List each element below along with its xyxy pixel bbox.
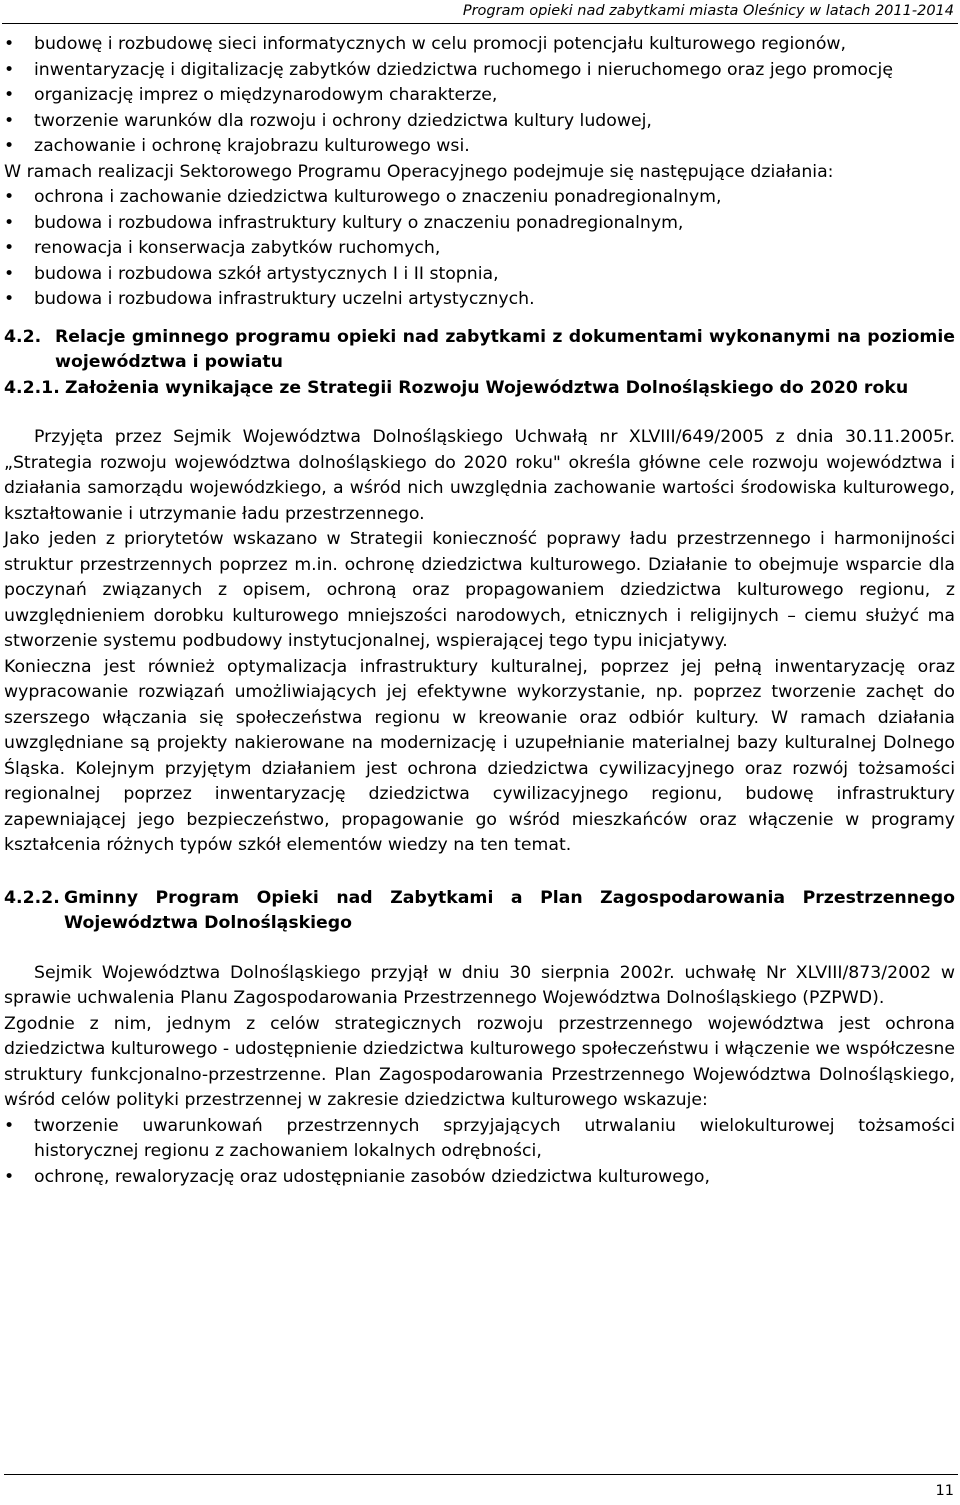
list-item: • budowa i rozbudowa infrastruktury uczelni artystycznych. bbox=[4, 287, 955, 313]
list-item: • ochronę, rewaloryzację oraz udostępnianie zasobów dziedzictwa kulturowego, bbox=[4, 1165, 955, 1191]
heading-text: Założenia wynikające ze Strategii Rozwoju Województwa Dolnośląskiego do 2020 roku bbox=[65, 377, 909, 398]
document-body bbox=[4, 32, 955, 1190]
footer-rule bbox=[4, 1474, 958, 1475]
heading-number: 4.2.2. bbox=[4, 887, 60, 908]
paragraph: Konieczna jest również optymalizacja infrastruktury kulturalnej, poprzez jej pełną inwentaryzację oraz wypracowanie rozwiązań umożliwiających jej efektywne wykorzystanie, np. poprzez tworzenie zachęt do szerszego włączania się społeczeństwa regionu w kreowanie oraz odbiór kultury. W ramach działania uwzględniane są projekty nakierowane na modernizację i uzupełnianie materialnej bazy kulturalnej Dolnego Śląska. Kolejnym przyjętym działaniem jest ochrona dziedzictwa cywilizacyjnego oraz rozwój tożsamości regionalnej poprzez inwentaryzację dziedzictwa cywilizacyjnego regionu, budowę infrastruktury zapewniającej jego bezpieczeństwo, propagowanie go wśród mieszkańców oraz włączenie w programy kształcenia różnych typów szkół elementów wiedzy na ten temat. bbox=[4, 656, 955, 855]
list-item: • inwentaryzację i digitalizację zabytków dziedzictwa ruchomego i nieruchomego oraz jego promocję bbox=[4, 58, 955, 84]
header-rule bbox=[2, 23, 958, 24]
heading-text: Relacje gminnego programu opieki nad zabytkami z dokumentami wykonanymi na poziomie województwa i powiatu bbox=[55, 326, 955, 372]
bullet-list-1 bbox=[4, 32, 955, 160]
paragraph: Przyjęta przez Sejmik Województwa Dolnośląskiego Uchwałą nr XLVIII/649/2005 z dnia 30.11.2005r. „Strategia rozwoju województwa dolnośląskiego do 2020 roku" określa główne cele rozwoju województwa i działania samorządu wojewódzkiego, a wśród nich uwzględnia zachowanie wartości środowiska kulturowego, kształtowanie i utrzymanie ładu przestrzennego. bbox=[4, 427, 955, 524]
list-item: • tworzenie uwarunkowań przestrzennych sprzyjających utrwalaniu wielokulturowej tożsamości historycznej regionu z zachowaniem lokalnych odrębności, bbox=[4, 1114, 955, 1165]
list-item: • organizację imprez o międzynarodowym charakterze, bbox=[4, 83, 955, 109]
intro-paragraph: W ramach realizacji Sektorowego Programu Operacyjnego podejmuje się następujące działania: bbox=[4, 161, 834, 182]
bullet-list-2 bbox=[4, 185, 955, 313]
running-header: Program opieki nad zabytkami miasta Oleśnicy w latach 2011-2014 bbox=[462, 3, 954, 19]
page-number: 11 bbox=[935, 1483, 954, 1499]
list-item: • renowacja i konserwacja zabytków ruchomych, bbox=[4, 236, 955, 262]
list-item: • budowa i rozbudowa infrastruktury kultury o znaczeniu ponadregionalnym, bbox=[4, 211, 955, 237]
paragraph: Zgodnie z nim, jednym z celów strategicznych rozwoju przestrzennego województwa jest ochrona dziedzictwa kulturowego - udostępnienie dziedzictwa kulturowego społeczeństwu i włączenie we współczesne struktury funkcjonalno-przestrzenne. Plan Zagospodarowania Przestrzennego Województwa Dolnośląskiego, wśród celów polityki przestrzennej w zakresie dziedzictwa kulturowego wskazuje: bbox=[4, 1013, 955, 1110]
list-item: • ochrona i zachowanie dziedzictwa kulturowego o znaczeniu ponadregionalnym, bbox=[4, 185, 955, 211]
paragraph: Jako jeden z priorytetów wskazano w Strategii konieczność poprawy ładu przestrzennego i harmonijności struktur przestrzennych poprzez m.in. ochronę dziedzictwa kulturowego. Działanie to obejmuje wsparcie dla poczynań związanych z opisem, ochroną oraz propagowaniem dziedzictwa kulturowego regionu, z uwzględnieniem dorobku kulturowego mniejszości narodowych, etnicznych i religijnych – ciemu służyć ma stworzenie systemu podbudowy instytucjonalnej, wspierającej tego typu inicjatywy. bbox=[4, 529, 955, 651]
list-item: • tworzenie warunków dla rozwoju i ochrony dziedzictwa kultury ludowej, bbox=[4, 109, 955, 135]
heading-number: 4.2. bbox=[4, 326, 42, 347]
list-item: • zachowanie i ochronę krajobrazu kulturowego wsi. bbox=[4, 134, 955, 160]
heading-text: Gminny Program Opieki nad Zabytkami a Plan Zagospodarowania Przestrzennego Województwa Dolnośląskiego bbox=[64, 887, 955, 933]
heading-number: 4.2.1. bbox=[4, 377, 60, 398]
heading-4-2-2 bbox=[4, 886, 955, 937]
bullet-list-3 bbox=[4, 1114, 955, 1191]
list-item: • budowa i rozbudowa szkół artystycznych I i II stopnia, bbox=[4, 262, 955, 288]
list-item: • budowę i rozbudowę sieci informatycznych w celu promocji potencjału kulturowego regionów, bbox=[4, 32, 955, 58]
paragraph: Sejmik Województwa Dolnośląskiego przyjął w dniu 30 sierpnia 2002r. uchwałę Nr XLVIII/873/2002 w sprawie uchwalenia Planu Zagospodarowania Przestrzennego Województwa Dolnośląskiego (PZPWD). bbox=[4, 962, 955, 1008]
heading-4-2-1 bbox=[4, 376, 955, 402]
heading-4-2 bbox=[4, 325, 955, 376]
